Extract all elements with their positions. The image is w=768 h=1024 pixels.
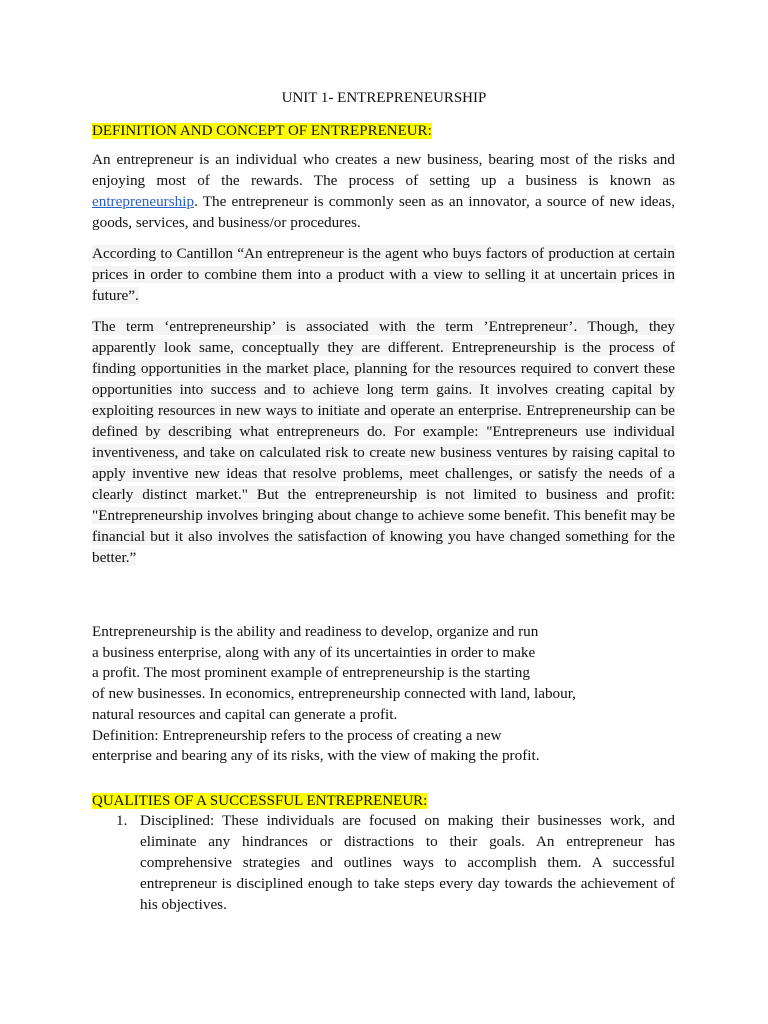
text-line: enterprise and bearing any of its risks, with the view of making the profit.: [92, 747, 540, 765]
text-line: of new businesses. In economics, entrepreneurship connected with land, labour,: [92, 685, 576, 703]
text-line: natural resources and capital can generate a profit.: [92, 705, 398, 723]
text-line: a profit. The most prominent example of entrepreneurship is the starting: [92, 664, 530, 682]
paragraph-cantillon-text: According to Cantillon “An entrepreneur is the agent who buys factors of production at certain prices in order to combine them into a product with a view to selling it at uncertain prices in future”.: [92, 245, 675, 304]
entrepreneurship-link[interactable]: entrepreneurship: [92, 193, 195, 210]
list-item-number: 1.: [116, 812, 128, 829]
text-line: Definition: Entrepreneurship refers to the process of creating a new: [92, 726, 502, 744]
list-item-text: Disciplined: These individuals are focused on making their businesses work, and eliminate any hindrances or distractions to their goals. An entrepreneur has comprehensive strategies and outlines ways to accomplish them. A successful entrepreneur is disciplined enough to take steps every day towards the achievement of his objectives.: [140, 812, 675, 913]
paragraph-entrepreneurship-term-text: The term ‘entrepreneurship’ is associated with the term ’Entrepreneur’. Though, they apparently look same, conceptually they are different. Entrepreneurship is the process of finding opportunities in the market place, planning for the resources required to convert these opportunities into success and to achieve long term gains. It involves creating capital by exploiting resources in new ways to initiate and operate an enterprise. Entrepreneurship can be defined by describing what entrepreneurs do. For example: "Entrepreneurs use individual inventiveness, and take on calculated risk to create new business ventures by raising capital to apply inventive new ideas that resolve problems, meet challenges, or satisfy the needs of a clearly distinct market." But the entrepreneurship is not limited to business and profit: "Entrepreneurship involves bringing about change to achieve some benefit. This benefit may be financial but it also involves the satisfaction of knowing you have changed something for the better.”: [92, 318, 675, 566]
list-item: [92, 810, 675, 915]
paragraph-ability-definition: [92, 622, 692, 767]
section-heading-qualities-text: QUALITIES OF A SUCCESSFUL ENTREPRENEUR:: [92, 793, 428, 809]
paragraph-definition-before: An entrepreneur is an individual who creates a new business, bearing most of the risks and enjoying most of the rewards. The process of setting up a business is known as: [92, 151, 675, 189]
paragraph-definition: [92, 149, 675, 233]
section-heading-definition: [92, 121, 432, 141]
paragraph-definition-after: . The entrepreneur is commonly seen as an innovator, a source of new ideas, goods, services, and business/or procedures.: [92, 193, 675, 231]
paragraph-entrepreneurship-term: [92, 316, 675, 568]
qualities-list: [92, 810, 675, 915]
paragraph-cantillon: [92, 243, 675, 306]
section-heading-qualities: [92, 791, 427, 811]
section-heading-definition-text: DEFINITION AND CONCEPT OF ENTREPRENEUR:: [92, 123, 432, 139]
text-line: a business enterprise, along with any of its uncertainties in order to make: [92, 643, 536, 661]
text-line: Entrepreneurship is the ability and readiness to develop, organize and run: [92, 623, 539, 640]
page-title: UNIT 1- ENTREPRENEURSHIP: [281, 90, 487, 106]
